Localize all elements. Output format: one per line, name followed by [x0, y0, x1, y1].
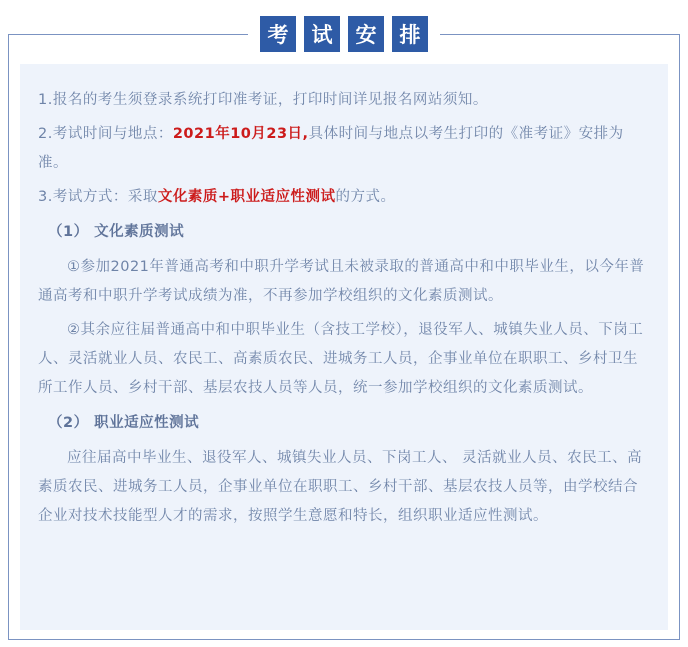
section-2-para-1: 应往届高中毕业生、退役军人、城镇失业人员、下岗工人、 灵活就业人员、农民工、高素质农民、进城务工人员，企事业单位在职职工、乡村干部、基层农技人员等，由学校结合企业对技术技能型人才的需求，按照学生意愿和特长，组织职业适应性测试。 [38, 450, 643, 524]
title-char-3: 安 [348, 16, 384, 52]
content-panel [20, 64, 668, 630]
item-3 [38, 183, 646, 212]
section-1-para-1: ①参加2021年普通高考和中职升学考试且未被录取的普通高中和中职毕业生，以今年普通高考和中职升学考试成绩为准，不再参加学校组织的文化素质测试。 [38, 259, 645, 304]
title-char-4: 排 [392, 16, 428, 52]
item-1-text: 1.报名的考生须登录系统打印准考证，打印时间详见报名网站须知。 [38, 92, 488, 108]
item-2-date: 2021年10月23日, [172, 126, 309, 142]
title-char-1: 考 [260, 16, 296, 52]
item-1 [38, 86, 646, 115]
item-3-prefix: 3.考试方式：采取 [38, 189, 158, 205]
item-3-method: 文化素质+职业适应性测试 [157, 189, 336, 205]
title-box [248, 16, 440, 52]
section-1-heading: （1） 文化素质测试 [48, 224, 185, 240]
section-1-para-2: ②其余应往届普通高中和中职毕业生（含技工学校），退役军人、城镇失业人员、下岗工人、灵活就业人员、农民工、高素质农民、进城务工人员，企事业单位在职职工、乡村卫生所工作人员、乡村干部、基层农技人员等人员，统一参加学校组织的文化素质测试。 [38, 322, 644, 396]
item-2-prefix: 2.考试时间与地点： [38, 126, 173, 142]
section-2-heading: （2） 职业适应性测试 [48, 415, 200, 431]
title-char-2: 试 [304, 16, 340, 52]
section-title [0, 14, 688, 54]
item-2 [38, 120, 646, 178]
item-2-suffix: 具体时间与地点以考生打印的《准考证》安排为准。 [38, 126, 624, 171]
item-3-suffix: 的方式。 [335, 189, 396, 205]
